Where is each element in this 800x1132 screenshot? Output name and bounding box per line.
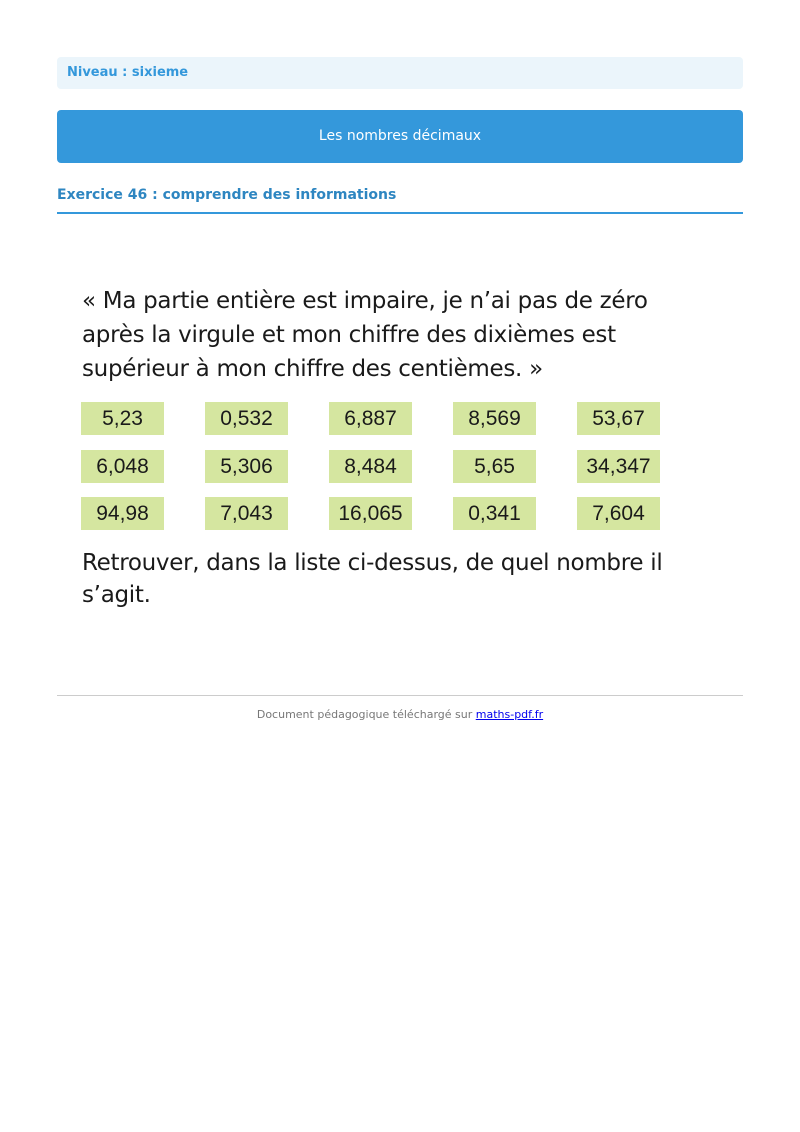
number-cell: 0,341 (453, 497, 536, 530)
number-cell: 8,484 (329, 450, 412, 483)
footer-divider (57, 695, 743, 696)
number-cell: 53,67 (577, 402, 660, 435)
number-cell: 5,65 (453, 450, 536, 483)
number-cell: 94,98 (81, 497, 164, 530)
number-cell: 6,048 (81, 450, 164, 483)
number-cell: 5,306 (205, 450, 288, 483)
number-cell: 7,043 (205, 497, 288, 530)
exercise-question: Retrouver, dans la liste ci-dessus, de quel nombre il s’agit. (82, 550, 663, 608)
footer (57, 708, 743, 721)
number-cell: 6,887 (329, 402, 412, 435)
footer-link[interactable]: maths-pdf.fr (475, 708, 544, 721)
exercise-statement: « Ma partie entière est impaire, je n’ai pas de zéro après la virgule et mon chiffre des dixièmes est supérieur à mon chiffre des centièmes. » (82, 288, 648, 382)
level-label: Niveau : sixieme (57, 57, 743, 89)
footer-text: Document pédagogique téléchargé sur (256, 708, 476, 721)
number-cell: 5,23 (81, 402, 164, 435)
number-cell: 0,532 (205, 402, 288, 435)
exercise-title: Exercice 46 : comprendre des informations (57, 186, 743, 214)
number-cell: 34,347 (577, 450, 660, 483)
number-grid (81, 402, 667, 532)
number-cell: 16,065 (329, 497, 412, 530)
number-cell: 8,569 (453, 402, 536, 435)
chapter-title-banner: Les nombres décimaux (57, 110, 743, 163)
exercise-figure (57, 270, 743, 630)
number-cell: 7,604 (577, 497, 660, 530)
